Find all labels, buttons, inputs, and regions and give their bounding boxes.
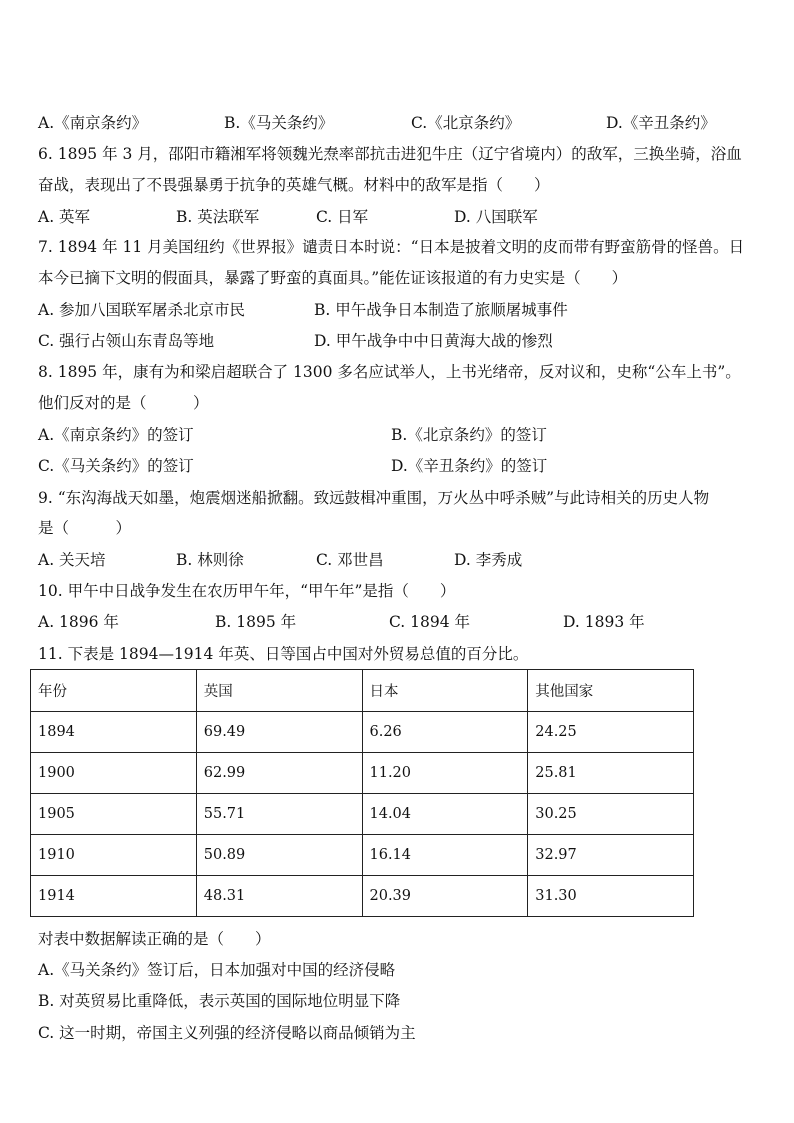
q5-option-d: D.《辛丑条约》 — [606, 114, 716, 132]
table-header-cell: 其他国家 — [528, 670, 694, 712]
table-row — [31, 753, 694, 794]
table-row — [31, 712, 694, 753]
table-header-cell: 年份 — [31, 670, 197, 712]
q10-option-d: D. 1893 年 — [563, 613, 645, 631]
q6-stem-line2: 奋战，表现出了不畏强暴勇于抗争的英雄气概。材料中的敌军是指（ ） — [38, 176, 550, 194]
q7-option-b: B. 甲午战争日本制造了旅顺屠城事件 — [314, 301, 568, 319]
table-cell: 69.49 — [196, 712, 362, 753]
table-cell: 55.71 — [196, 794, 362, 835]
q7-stem-line2: 本今已摘下文明的假面具，暴露了野蛮的真面具。”能佐证该报道的有力史实是（ ） — [38, 269, 628, 287]
q11-intro: 11. 下表是 1894—1914 年英、日等国占中国对外贸易总值的百分比。 — [38, 645, 529, 663]
q8-stem-line1: 8. 1895 年，康有为和梁启超联合了 1300 多名应试举人，上书光绪帝，反对议和，史称“公车上书”。 — [38, 363, 741, 381]
q5-option-a: A.《南京条约》 — [38, 114, 148, 132]
table-row — [31, 794, 694, 835]
q10-option-b: B. 1895 年 — [215, 613, 297, 631]
table-cell: 62.99 — [196, 753, 362, 794]
q7-stem-line1: 7. 1894 年 11 月美国纽约《世界报》谴责日本时说：“日本是披着文明的皮而带有野蛮筋骨的怪兽。日 — [38, 238, 745, 256]
q7-option-a: A. 参加八国联军屠杀北京市民 — [38, 301, 246, 319]
q9-stem-line2: 是（ ） — [38, 519, 132, 537]
q8-option-d: D.《辛丑条约》的签订 — [391, 457, 548, 475]
q10-option-c: C. 1894 年 — [389, 613, 471, 631]
table-cell: 30.25 — [528, 794, 694, 835]
q10-option-a: A. 1896 年 — [38, 613, 119, 631]
q8-option-a: A.《南京条约》的签订 — [38, 426, 194, 444]
q9-option-c: C. 邓世昌 — [316, 551, 384, 569]
table-cell: 25.81 — [528, 753, 694, 794]
q9-option-b: B. 林则徐 — [176, 551, 244, 569]
table-cell: 6.26 — [362, 712, 528, 753]
q6-option-c: C. 日军 — [316, 208, 369, 226]
q9-option-a: A. 关天培 — [38, 551, 106, 569]
q8-option-b: B.《北京条约》的签订 — [391, 426, 547, 444]
table-cell: 1914 — [31, 876, 197, 917]
table-header-cell: 日本 — [362, 670, 528, 712]
table-cell: 24.25 — [528, 712, 694, 753]
q9-stem-line1: 9. “东沟海战天如墨，炮震烟迷船掀翻。致远鼓楫冲重围，万火丛中呼杀贼”与此诗相关的历史人物 — [38, 489, 710, 507]
q10-stem: 10. 甲午中日战争发生在农历甲午年，“甲午年”是指（ ） — [38, 582, 456, 600]
table-header-row — [31, 670, 694, 712]
table-cell: 14.04 — [362, 794, 528, 835]
table-cell: 48.31 — [196, 876, 362, 917]
table-cell: 32.97 — [528, 835, 694, 876]
q11-option-b: B. 对英贸易比重降低，表示英国的国际地位明显下降 — [38, 992, 401, 1010]
table-cell: 50.89 — [196, 835, 362, 876]
q6-option-b: B. 英法联军 — [176, 208, 260, 226]
trade-share-table — [30, 669, 694, 917]
q11-prompt: 对表中数据解读正确的是（ ） — [38, 930, 271, 948]
table-header-cell: 英国 — [196, 670, 362, 712]
q8-option-c: C.《马关条约》的签订 — [38, 457, 194, 475]
q5-option-b: B.《马关条约》 — [224, 114, 334, 132]
q7-option-d: D. 甲午战争中中日黄海大战的惨烈 — [314, 332, 553, 350]
table-row — [31, 835, 694, 876]
q6-option-a: A. 英军 — [38, 208, 91, 226]
q7-option-c: C. 强行占领山东青岛等地 — [38, 332, 215, 350]
table-cell: 1905 — [31, 794, 197, 835]
table-cell: 20.39 — [362, 876, 528, 917]
q9-option-d: D. 李秀成 — [454, 551, 523, 569]
table-cell: 1894 — [31, 712, 197, 753]
q5-option-c: C.《北京条约》 — [411, 114, 521, 132]
q6-stem-line1: 6. 1895 年 3 月，邵阳市籍湘军将领魏光焘率部抗击进犯牛庄（辽宁省境内）的敌军，三换坐骑，浴血 — [38, 145, 742, 163]
table-row — [31, 876, 694, 917]
q11-option-c: C. 这一时期，帝国主义列强的经济侵略以商品倾销为主 — [38, 1024, 416, 1042]
table-cell: 1910 — [31, 835, 197, 876]
q11-option-a: A.《马关条约》签订后，日本加强对中国的经济侵略 — [38, 961, 396, 979]
q6-option-d: D. 八国联军 — [454, 208, 538, 226]
table-cell: 11.20 — [362, 753, 528, 794]
table-cell: 16.14 — [362, 835, 528, 876]
q8-stem-line2: 他们反对的是（ ） — [38, 394, 209, 412]
table-cell: 1900 — [31, 753, 197, 794]
table-cell: 31.30 — [528, 876, 694, 917]
